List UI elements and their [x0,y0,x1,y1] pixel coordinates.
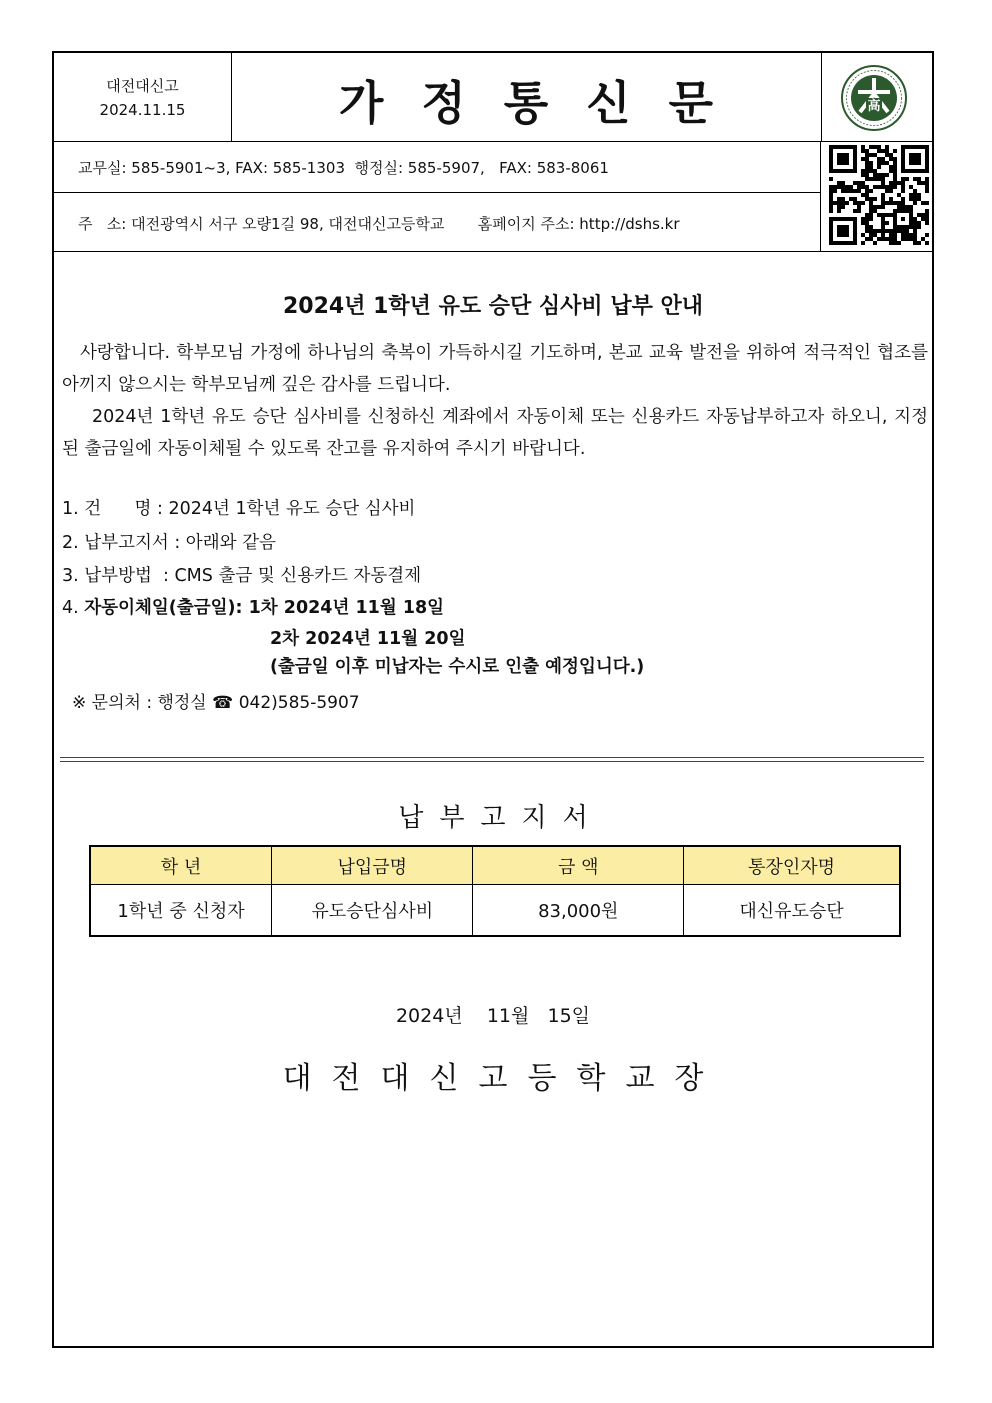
bill-title-text: 납부고지서 [398,803,604,833]
list-item: 1. 건 명 : 2024년 1학년 유도 승단 심사비 [62,499,416,519]
withdraw-second-date: 2차 2024년 11월 20일 [270,629,466,649]
cell-account-name: 대신유도승단 [684,885,900,937]
newsletter-title: 가정통신문 [338,76,752,130]
header-contact-row [54,141,821,193]
list-item: 3. 납부방법 : CMS 출금 및 신용카드 자동결제 [62,566,422,586]
school-emblem-icon [840,64,908,132]
cell-amount: 83,000원 [473,885,684,937]
address-line: 주 소: 대전광역시 서구 오량1길 98, 대전대신고등학교 홈페이지 주소: http://dshs.kr [78,215,680,233]
greeting-paragraph: 사랑합니다. 학부모님 가정에 하나님의 축복이 가득하시길 기도하며, 본교 교육 발전을 위하여 적극적인 협조를 아끼지 않으시는 학부모님께 깊은 감사를 드립니다. [62,343,928,395]
withdraw-note: (출금일 이후 미납자는 수시로 인출 예정입니다.) [270,657,645,677]
cell-grade: 1학년 중 신청자 [90,885,272,937]
bill-table [89,845,901,937]
header-divider [54,251,932,252]
qr-code-icon[interactable] [829,145,929,245]
info-paragraph: 2024년 1학년 유도 승단 심사비를 신청하신 계좌에서 자동이체 또는 신용카드 자동납부하고자 하오니, 지정된 출금일에 자동이체될 수 있도록 잔고를 유지하여 주시기 바랍니다. [62,407,928,459]
newsletter-frame [52,51,934,1348]
col-header-account-name: 통장인자명 [684,846,900,885]
emblem-char: 高 [867,99,881,114]
newsletter-title-box [231,53,822,141]
header-address-row [54,193,821,251]
contact-line: 교무실: 585-5901~3, FAX: 585-1303 행정실: 585-5907, FAX: 583-8061 [78,159,609,177]
school-info-box [54,53,232,141]
item4-label: 자동이체일(출금일): 1차 2024년 11월 18일 [84,598,445,618]
col-header-item: 납입금명 [272,846,473,885]
notice-title: 2024년 1학년 유도 승단 심사비 납부 안내 [282,294,704,319]
school-short-name: 대전대신고 [106,77,179,95]
col-header-grade: 학 년 [90,846,272,885]
issue-date-footer: 2024년 11월 15일 [395,1005,591,1027]
table-row [90,885,900,937]
table-header-row [90,846,900,885]
bill-title [54,797,932,834]
issue-date: 2024.11.15 [99,101,186,119]
principal-text: 대전대신고등학교장 [282,1061,724,1096]
logo-box [821,53,932,141]
list-item-withdraw-date [62,594,444,619]
item4-number: 4. [62,598,85,618]
qr-box [821,141,932,251]
header-top-row [54,53,932,142]
list-item: 2. 납부고지서 : 아래와 같음 [62,533,276,553]
cell-item: 유도승단심사비 [272,885,473,937]
section-divider [60,757,924,762]
col-header-amount: 금 액 [473,846,684,885]
inquiry-contact: ※ 문의처 : 행정실 ☎ 042)585-5907 [72,693,360,713]
principal-signature [54,1053,932,1097]
